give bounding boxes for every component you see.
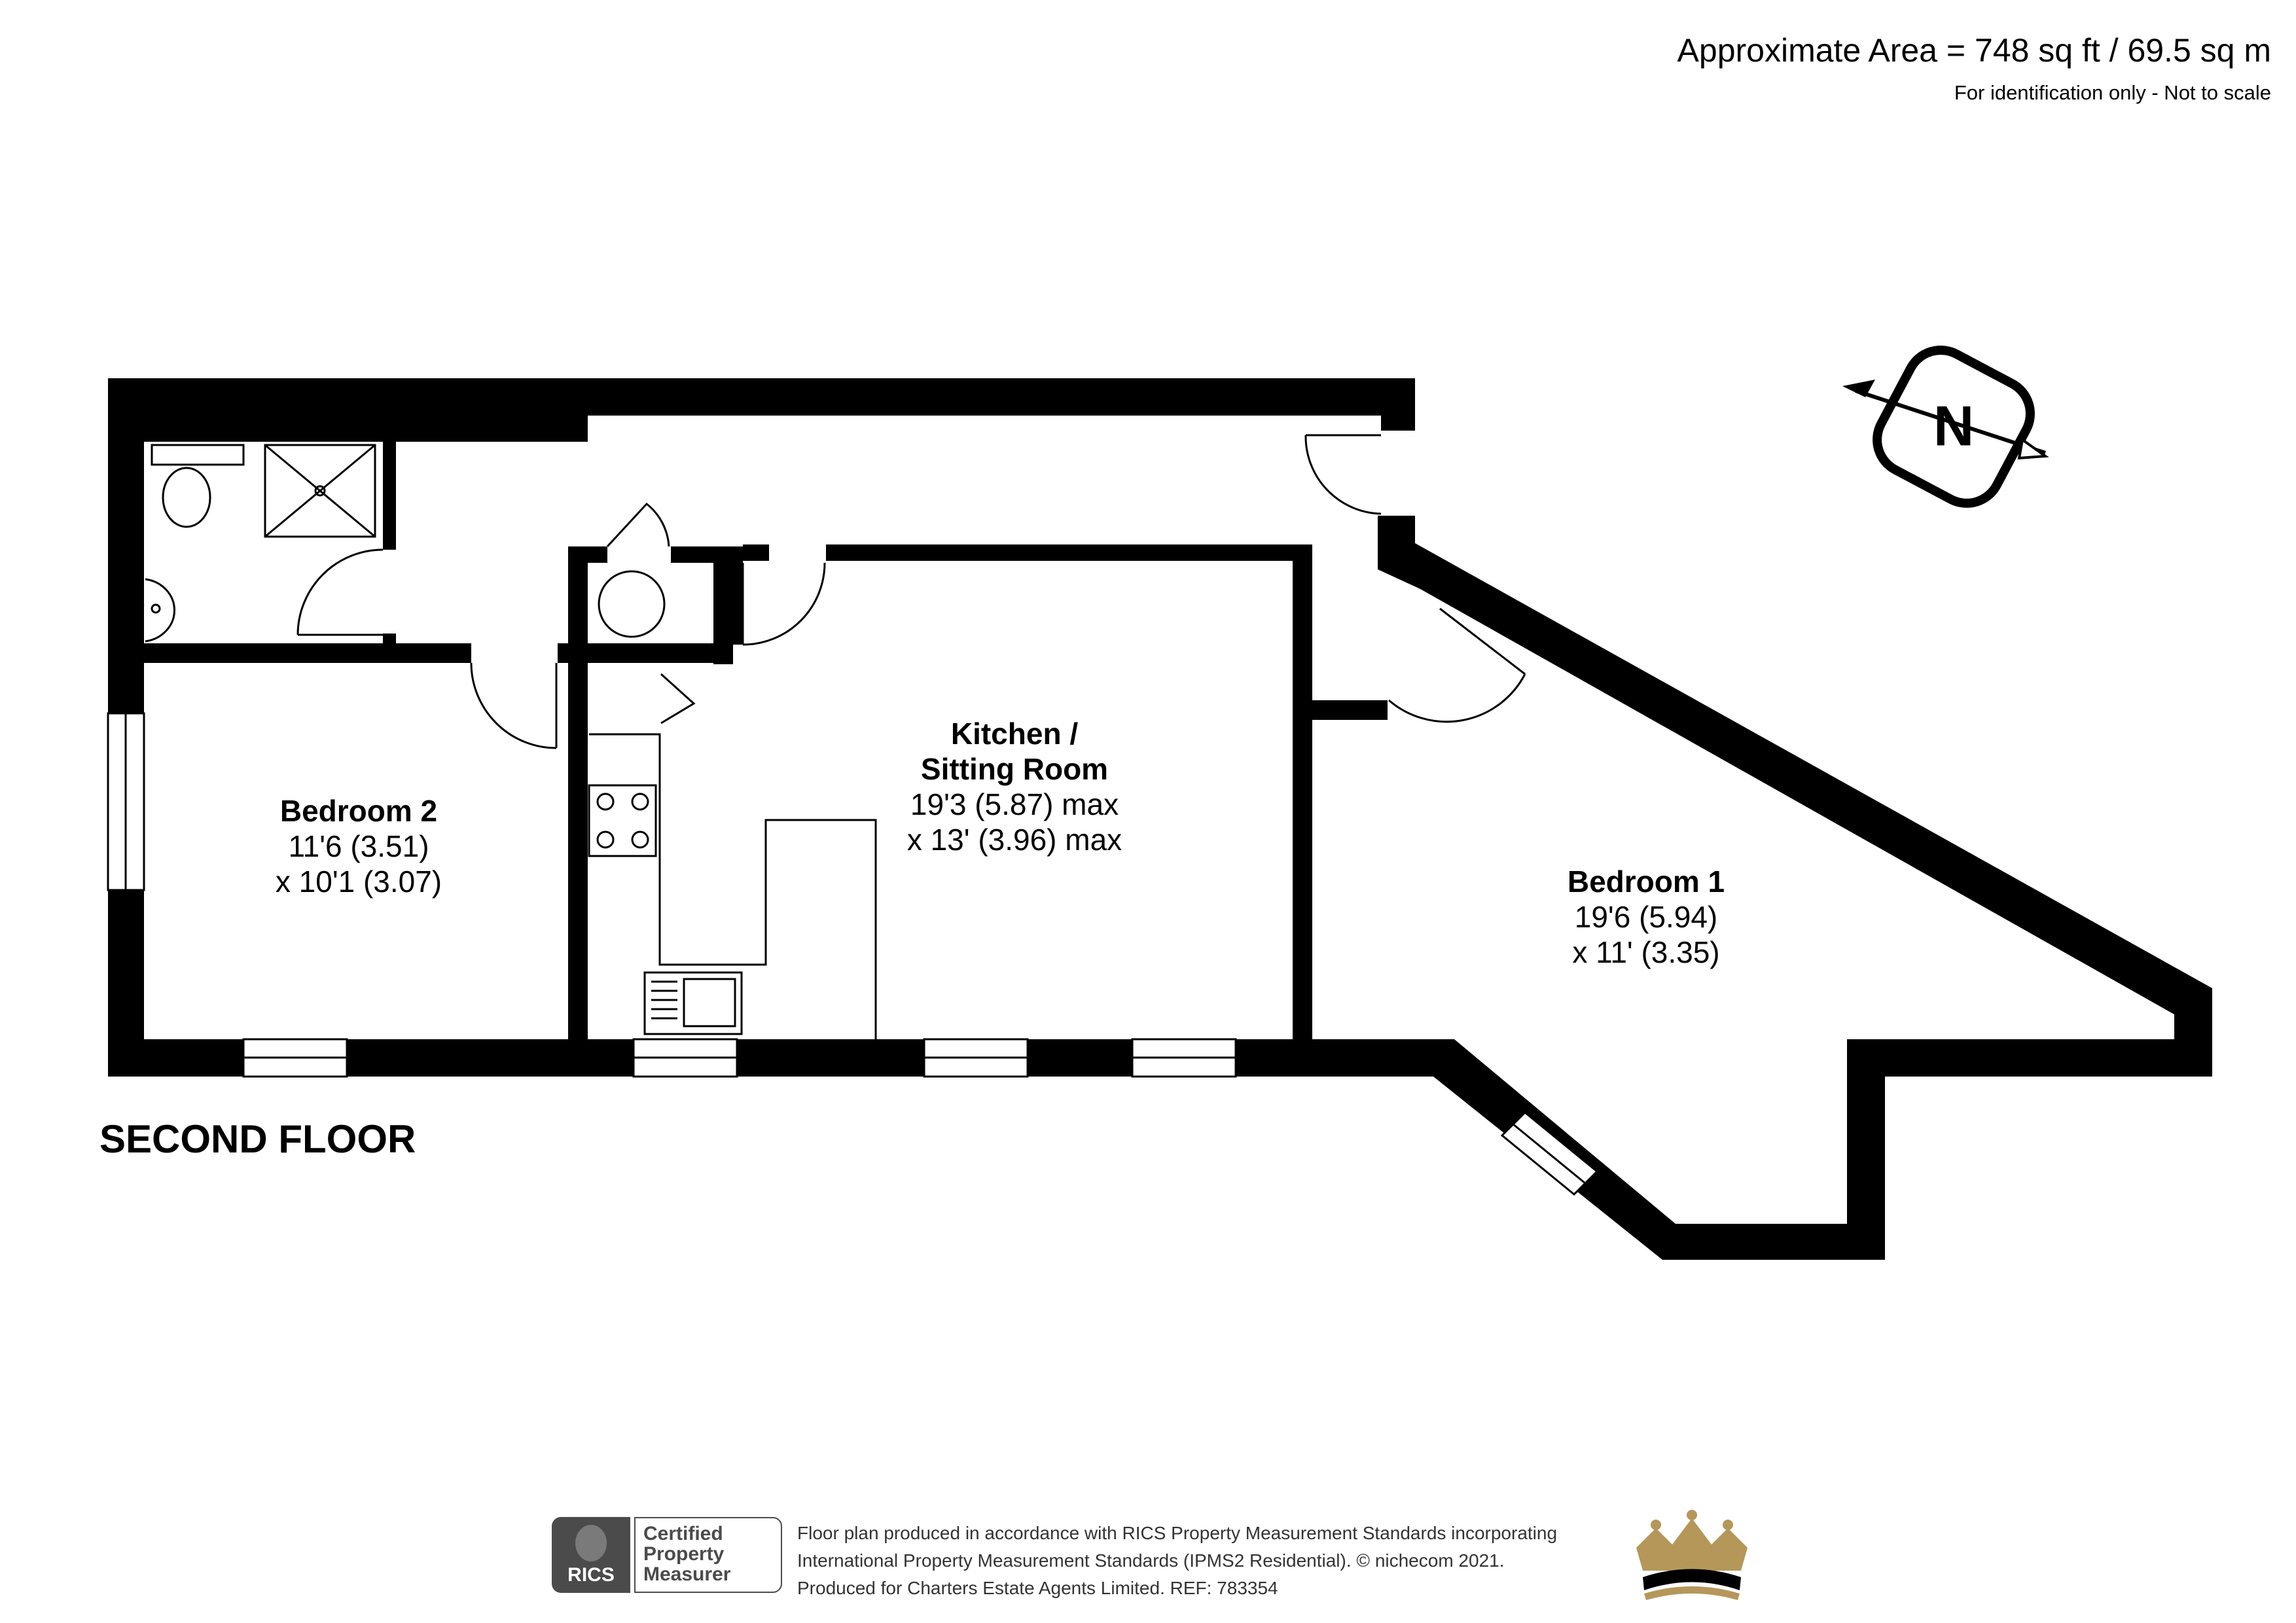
footer-line-3: Produced for Charters Estate Agents Limited. REF: 783354 <box>797 1578 1278 1598</box>
rics-label: RICS <box>567 1564 615 1586</box>
cylinder-icon <box>599 571 664 637</box>
measurer-line: Measurer <box>643 1563 731 1585</box>
crown-logo <box>1636 1510 1748 1600</box>
room-dimension-2: x 10'1 (3.07) <box>275 865 442 899</box>
floor-title: SECOND FLOOR <box>99 1117 416 1161</box>
certified-line: Certified <box>643 1523 723 1544</box>
room-name-line2: Sitting Room <box>920 752 1109 786</box>
rics-badge <box>552 1517 781 1593</box>
compass-north-label: N <box>1933 395 1975 458</box>
room-name-line1: Kitchen / <box>950 717 1079 751</box>
footer-line-2: International Property Measurement Standards (IPMS2 Residential). © nichecom 2021. <box>797 1550 1505 1571</box>
room-dimension-2: x 11' (3.35) <box>1572 935 1720 969</box>
toilet-icon <box>163 468 210 527</box>
room-bedroom-2 <box>276 793 442 899</box>
footer-line-1: Floor plan produced in accordance with RICS Property Measurement Standards incorporating <box>797 1523 1558 1543</box>
room-name: Bedroom 2 <box>279 794 438 828</box>
scale-disclaimer: For identification only - Not to scale <box>1954 81 2271 104</box>
certified-measurer-box <box>634 1517 782 1593</box>
room-dimension-1: 11'6 (3.51) <box>288 829 429 863</box>
rics-emblem-icon <box>575 1525 607 1561</box>
room-name: Bedroom 1 <box>1567 865 1725 899</box>
room-dimension-1: 19'6 (5.94) <box>1574 900 1718 934</box>
room-kitchen-sitting <box>907 716 1122 857</box>
rics-logo <box>552 1517 630 1593</box>
approximate-area: Approximate Area = 748 sq ft / 69.5 sq m <box>1677 32 2271 69</box>
toilet-cistern <box>152 445 243 465</box>
room-dimension-1: 19'3 (5.87) max <box>910 787 1119 821</box>
fixtures <box>145 445 876 1039</box>
property-line: Property <box>643 1543 725 1565</box>
room-dimension-2: x 13' (3.96) max <box>906 823 1122 857</box>
room-bedroom-1 <box>1568 864 1725 970</box>
footer-notes <box>797 1520 1557 1602</box>
